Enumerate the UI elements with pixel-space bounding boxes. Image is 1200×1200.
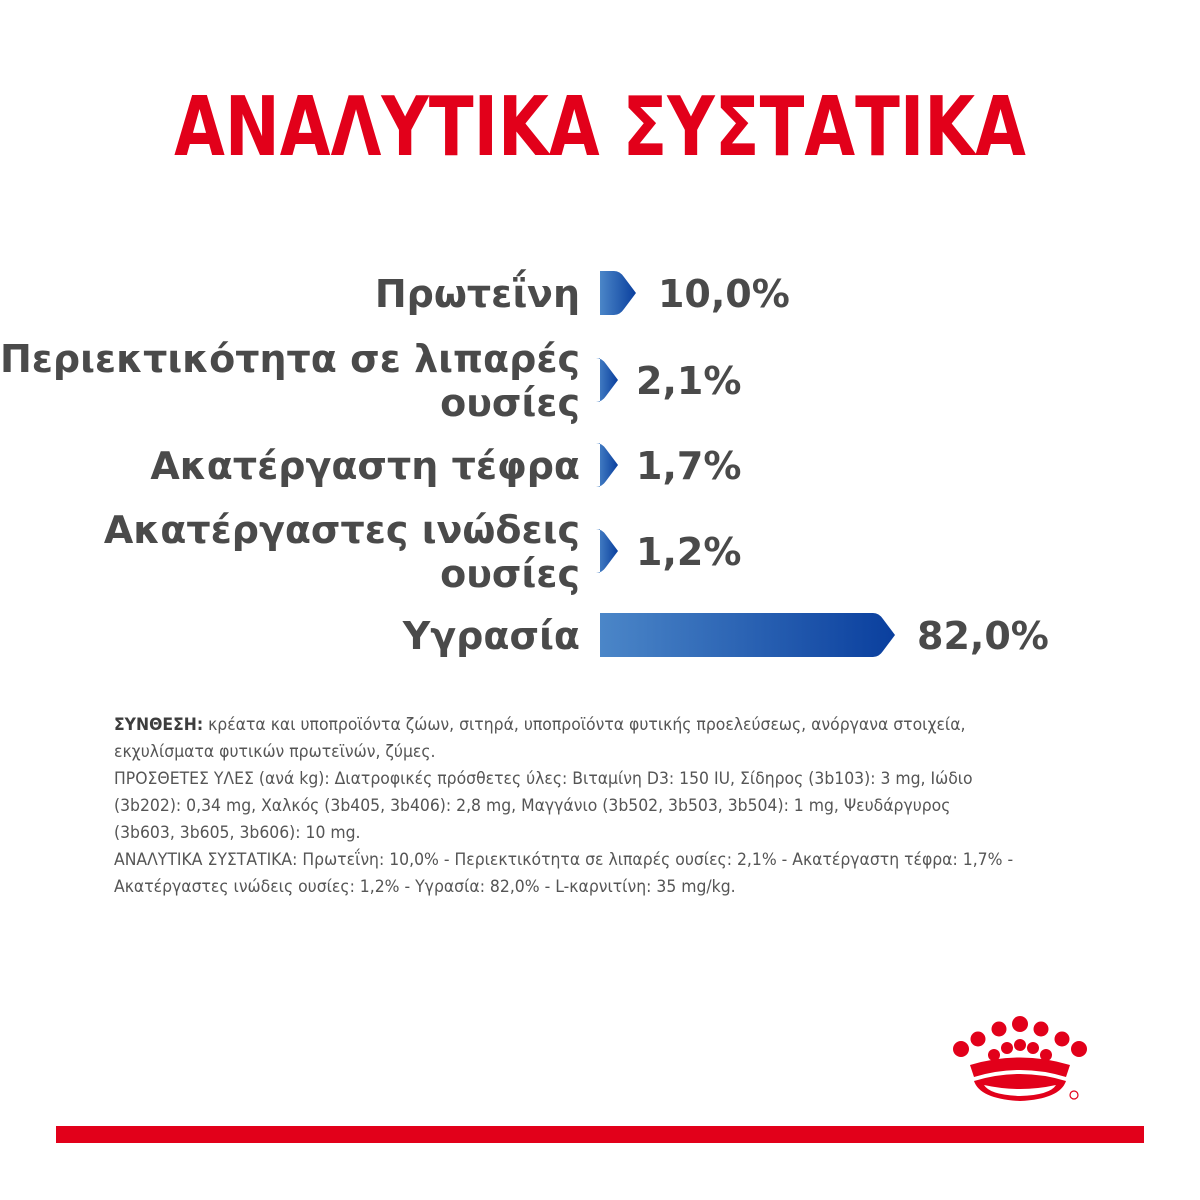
bar-value-label: 1,2% — [636, 530, 742, 574]
bar-category-label: Πρωτεΐνη — [374, 272, 580, 316]
bottom-bar — [56, 1126, 1144, 1143]
page-title: ΑΝΑΛΥΤΙΚΑ ΣΥΣΤΑΤΙΚΑ — [174, 80, 1026, 175]
composition-additives: ΠΡΟΣΘΕΤΕΣ ΥΛΕΣ (ανά kg): Διατροφικές πρόσθετες ύλες: Βιταμίνη D3: 150 IU, Σίδηρος (3b103): 3 mg, Ιώδιο (3b202): 0,34 mg, Χαλκός (3b405, 3b406): 2,8 mg, Μαγγάνιο (3b502, 3b503, 3b504): 1 mg, Ψευδάργυρος (3b603, 3b605, 3b606): 10 mg. — [114, 769, 973, 843]
bar — [600, 613, 895, 657]
bar-value-label: 2,1% — [636, 359, 742, 403]
composition-lead: ΣΥΝΘΕΣΗ: — [114, 715, 204, 735]
bar-category-label: Ακατέργαστη τέφρα — [150, 444, 580, 488]
nutrient-bar-chart — [0, 250, 1200, 680]
bar — [596, 443, 618, 487]
bar-category-label: Περιεκτικότητα σε λιπαρές — [0, 337, 580, 381]
bar-value-label: 82,0% — [917, 614, 1049, 658]
bar-value-label: 1,7% — [636, 444, 742, 488]
royal-crown-icon — [950, 1015, 1096, 1105]
composition-paragraph — [114, 712, 1016, 766]
composition-text — [114, 712, 1016, 901]
bar-value-label: 10,0% — [657, 272, 790, 316]
bar — [600, 271, 636, 315]
bar — [596, 529, 618, 573]
composition-ingredients: κρέατα και υποπροϊόντα ζώων, σιτηρά, υποπροϊόντα φυτικής προελεύσεως, ανόργανα στοιχεία, εκχυλίσματα φυτικών πρωτεϊνών, ζύμες. — [114, 715, 966, 762]
bar-category-label: ουσίες — [440, 552, 580, 596]
bar-category-label: ουσίες — [440, 381, 580, 425]
bar-category-label: Ακατέργαστες ινώδεις — [103, 508, 580, 552]
composition-analytical: ΑΝΑΛΥΤΙΚΑ ΣΥΣΤΑΤΙΚΑ: Πρωτεΐνη: 10,0% - Περιεκτικότητα σε λιπαρές ουσίες: 2,1% - Ακατέργαστη τέφρα: 1,7% - Ακατέργαστες ινώδεις ουσίες: 1,2% - Υγρασία: 82,0% - L-καρνιτίνη: 35 mg/kg. — [114, 850, 1014, 897]
bar — [596, 358, 618, 402]
bar-category-label: Υγρασία — [402, 614, 580, 658]
